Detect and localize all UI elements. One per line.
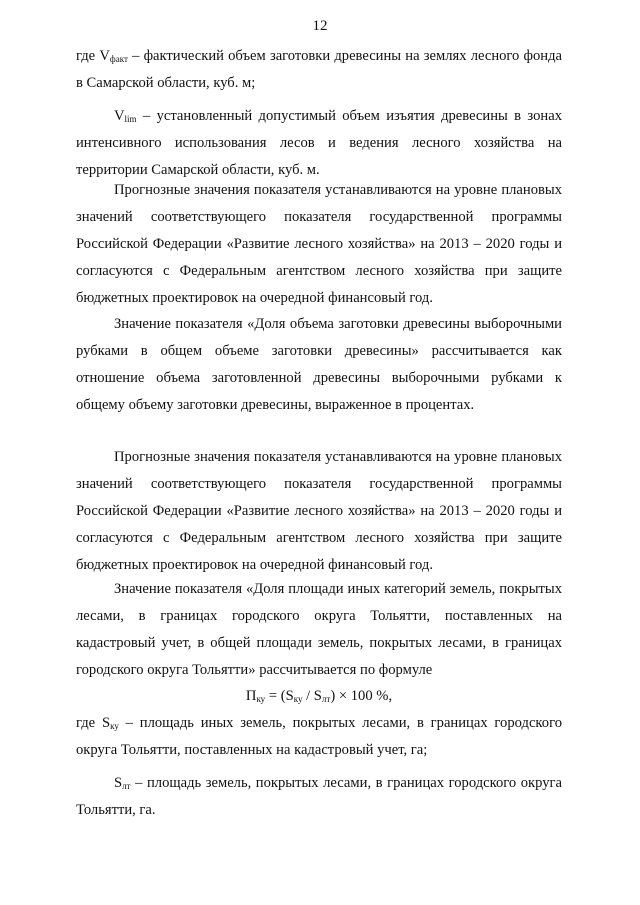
- definition-vfact-text: – фактический объем заготовки древесины на землях лесного фонда в Самарской области, куб. м;: [76, 48, 562, 91]
- formula-tail: ) × 100 %,: [330, 688, 393, 704]
- paragraph-selective-logging: Значение показателя «Доля объема заготовки древесины выборочными рубками в общем объеме заготовки древесины» рассчитывается как отношение объема заготовленной древесины выборочными рубками к общему объему заготовки древесины, выраженное в процентах.: [76, 316, 562, 413]
- formula-s1-subscript: ку: [293, 694, 303, 704]
- definition-sku: [76, 710, 562, 764]
- formula-block: [76, 683, 562, 710]
- definition-slt-subscript: лт: [122, 781, 131, 791]
- definition-vlim: [76, 103, 562, 184]
- definition-sku-subscript: ку: [110, 721, 119, 731]
- formula-eq-open: = (S: [265, 688, 294, 704]
- formula-lhs: П: [245, 688, 257, 704]
- definition-slt-symbol: S: [114, 775, 123, 791]
- formula-lhs-subscript: ку: [256, 694, 266, 704]
- definition-vlim-subscript: lim: [124, 114, 137, 124]
- paragraph-block-2: [76, 311, 562, 419]
- definition-vlim-symbol: V: [114, 108, 125, 124]
- formula: [76, 683, 562, 710]
- definition-vfact-subscript: факт: [109, 54, 128, 64]
- paragraph-forecast-2: Прогнозные значения показателя устанавливаются на уровне плановых значений соответствующего показателя государственной программы Российской Федерации «Развитие лесного хозяйства» на 2013 – 2020 годы и согласуются с Федеральным агентством лесного хозяйства при защите бюджетных проектировок на очередной финансовый год.: [76, 449, 562, 573]
- paragraph-block-1: [76, 177, 562, 312]
- formula-divide: / S: [302, 688, 322, 704]
- paragraph-block-3: [76, 444, 562, 579]
- formula-s2-subscript: лт: [321, 694, 331, 704]
- paragraph-forecast-1: Прогнозные значения показателя устанавливаются на уровне плановых значений соответствующего показателя государственной программы Российской Федерации «Развитие лесного хозяйства» на 2013 – 2020 годы и согласуются с Федеральным агентством лесного хозяйства при защите бюджетных проектировок на очередной финансовый год.: [76, 182, 562, 306]
- paragraph-togliatti-share: Значение показателя «Доля площади иных категорий земель, покрытых лесами, в границах городского округа Тольятти, поставленных на кадастровый учет, в общей площади земель, покрытых лесами, в границах городского округа Тольятти» рассчитывается по формуле: [76, 581, 562, 678]
- definition-vlim-text: – установленный допустимый объем изъятия древесины в зонах интенсивного использования лесов и ведения лесного хозяйства на территории Самарской области, куб. м.: [76, 108, 562, 178]
- definitions-block: [76, 43, 562, 184]
- paragraph-block-4: [76, 576, 562, 684]
- definition-slt-text: – площадь земель, покрытых лесами, в границах городского округа Тольятти, га.: [76, 775, 562, 818]
- page-number: 12: [312, 18, 328, 34]
- formula-definitions-block: [76, 710, 562, 824]
- definition-sku-text: – площадь иных земель, покрытых лесами, в границах городского округа Тольятти, поставленных на кадастровый учет, га;: [76, 715, 562, 758]
- definition-vfact-symbol: где V: [76, 48, 110, 64]
- definition-sku-symbol: где S: [76, 715, 111, 731]
- definition-vfact: [76, 43, 562, 97]
- definition-slt: [76, 770, 562, 824]
